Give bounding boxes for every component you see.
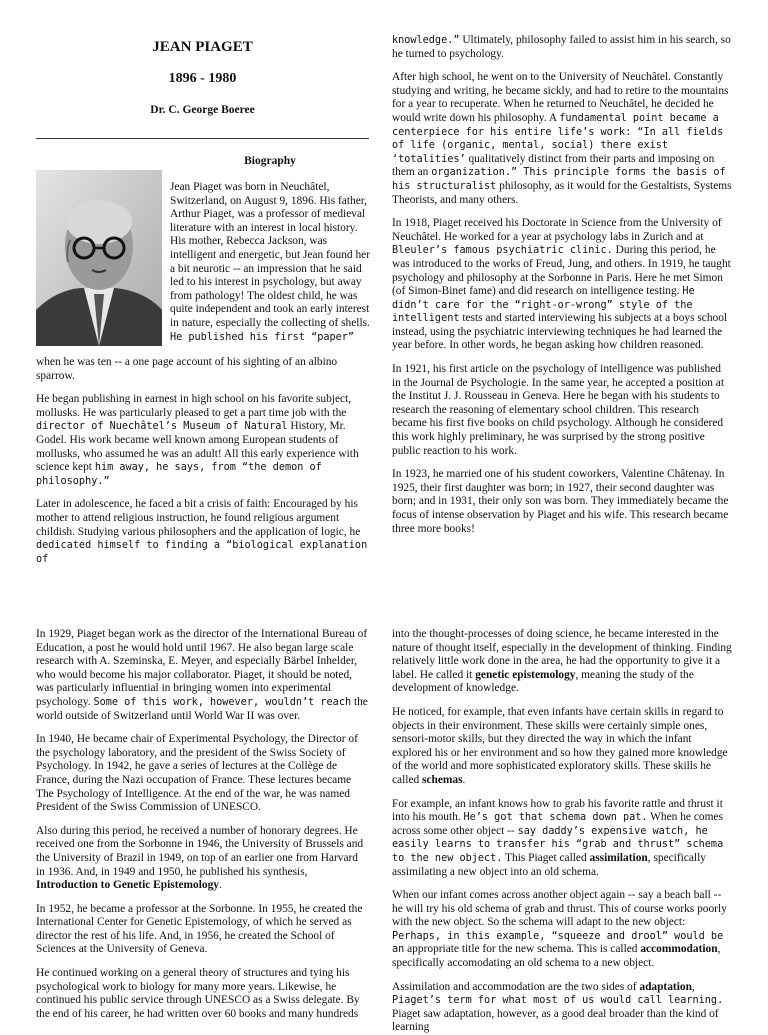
paragraph [392, 34, 732, 61]
column-right-top [392, 34, 732, 546]
paragraph-mono: He’s got that schema down pat. [463, 812, 648, 824]
paragraph-mono: Piaget’s term for what most of us would call learning. [392, 995, 724, 1007]
paragraph-text: , meaning the study of the development of knowledge. [392, 668, 694, 695]
paragraph-text: tests and started interviewing his subjects at a boys school instead, using the psychiatric interviewing techniques he had learned the year before. In other words, he began asking how children reasoned. [392, 312, 728, 352]
paragraph-text: , [691, 980, 695, 993]
paragraph: In 1923, he married one of his student coworkers, Valentine Châtenay. In 1925, their first daughter was born; in 1927, their second daughter was born; and in 1931, their only son was born. They immediately became the focus of intense observation by Piaget and his wife. This research became three more books! [392, 468, 729, 535]
paragraph-text: qualitatively distinct from their parts and imposing on them an [392, 152, 715, 179]
column-left-top [36, 356, 369, 576]
paragraph [392, 71, 732, 207]
paragraph-mono: Perhaps, in this example, “squeeze and drool” would be an [392, 930, 724, 956]
paragraph-bold: assimilation [589, 851, 648, 864]
paragraph-mono: organization.” This principle forms the basis of his structuralist [392, 167, 726, 192]
paragraph-mono: knowledge.” [392, 35, 460, 46]
paragraph-text: Ultimately, philosophy failed to assist him in his search, so he turned to psychology. [392, 34, 731, 60]
paragraph [392, 889, 732, 971]
paragraph-mono: say daddy’s expensive watch, he easily learns to transfer his “grab and thrust” schema to the new object. [392, 825, 724, 864]
paragraph-text: Later in adolescence, he faced a bit a crisis of faith: Encouraged by his mother to attend religious instruction, he found religious argument childish. Studying various philosophers and the application of logic, he [36, 498, 361, 538]
author-name: Dr. C. George Boeree [150, 103, 255, 116]
paragraph [36, 825, 369, 893]
paragraph [392, 628, 732, 696]
paragraph [36, 393, 369, 488]
paragraph [392, 217, 732, 353]
column-left-bottom [36, 628, 369, 1024]
paragraph-text: This Piaget called [502, 851, 590, 864]
paragraph-text: into the thought-processes of doing science, he became interested in the nature of thought itself, especially in the development of thinking. Finding relatively little work done in the area, he had the opportunity to give it a label. He called it [392, 628, 732, 681]
bio-intro [170, 181, 370, 344]
paragraph-bold: adaptation [639, 980, 692, 993]
paragraph-text: In 1929, Piaget began work as the director of the International Bureau of Education, a post he would hold until 1967. He also began large scale research with A. Szeminska, E. Meyer, and especially Bärbel Inhelder, who would become his major collaborator. Piaget, it should be noted, was particularly influential in bringing women into experimental psychology. [36, 628, 368, 708]
paragraph-text: In 1918, Piaget received his Doctorate in Science from the University of Neuchâtel. He worked for a year at psychology labs in Zurich and at [392, 217, 722, 243]
header-divider [36, 138, 369, 139]
paragraph-bold: genetic epistemology [475, 668, 576, 681]
bio-intro-text: Jean Piaget was born in Neuchâtel, Switzerland, on August 9, 1896. His father, Arthur Piaget, was a professor of medieval literature with an interest in local history. His mother, Rebecca Jackson, was intelligent and energetic, but Jean found her a bit neurotic -- an impression that he said led to his interest in psychology, but away from pathology! The oldest child, he was quite independent and took an early interest in nature, especially the collecting of shells. [170, 181, 371, 329]
paragraph-text: Assimilation and accommodation are the two sides of [392, 980, 640, 993]
paragraph-text: appropriate title for the new schema. This is called [404, 943, 641, 956]
paragraph-text: For example, an infant knows how to grab his favorite rattle and thrust it into his mouth. [392, 797, 723, 824]
document-title: JEAN PIAGET [152, 39, 253, 55]
paragraph-text: He began publishing in earnest in high school on his favorite subject, mollusks. He was particularly pleased to get a part time job with the [36, 393, 352, 419]
paragraph [36, 498, 369, 566]
paragraph: He continued working on a general theory of structures and tying his psychological work to biology for many more years. Likewise, he continued his public service through UNESCO as a Swiss delegate. By the end of his career, he had written over 60 books and many hundreds [36, 967, 360, 1020]
bio-intro-mono: He published his first “paper” [170, 331, 355, 343]
life-years: 1896 - 1980 [168, 71, 237, 86]
paragraph-bold: Introduction to Genetic Epistemology [36, 879, 219, 892]
paragraph-text: . [462, 773, 466, 786]
paragraph-mono: him away, he says, from “the demon of philosophy.” [36, 462, 322, 487]
paragraph-text: when he was ten -- a one page account of his sighting of an albino sparrow. [36, 356, 338, 382]
paragraph-text: , specifically assimilating a new object into an old schema. [392, 851, 706, 878]
paragraph-text: He noticed, for example, that even infants have certain skills in regard to objects in their environment. These skills were certainly simple ones, sensori-motor skills, but they directed the way in which the infant explored his or her environment and so how they gained more knowledge of the world and more sophisticated exploratory skills. These skills he called [392, 705, 728, 786]
paragraph-text: History, Mr. Godel. His work became well known among European students of mollusks, who assumed he was an adult! All this early experience with science kept [36, 420, 359, 474]
paragraph-bold: accommodation [640, 943, 718, 956]
paragraph: In 1952, he became a professor at the Sorbonne. In 1955, he created the International Center for Genetic Epistemology, of which he served as director the rest of his life. And, in 1956, he created the School of Sciences at the University of Geneva. [36, 902, 363, 956]
portrait-photo [36, 170, 162, 346]
paragraph [36, 628, 369, 723]
document-header [36, 38, 369, 117]
paragraph-mono: director of Nuechâtel’s Museum of Natural [36, 421, 288, 433]
paragraph-text: the world outside of Switzerland until World War II was over. [36, 695, 368, 722]
paragraph-bold: schemas [422, 773, 463, 786]
paragraph-mono: Some of this work, however, wouldn’t reach [93, 696, 352, 708]
paragraph-text: During this period, he was introduced to the works of Freud, Jung, and others. In 1919, he taught psychology and philosophy at the Sorbonne in Paris. Here he met Simon (of Simon-Binet fame) and did research on intelligence testing. [392, 244, 731, 298]
paragraph [392, 798, 732, 880]
paragraph-text: When our infant comes across another object again -- say a beach ball -- he will try his old schema of grab and thrust. This of course works poorly with the new object. So the schema will adapt to the new object: [392, 889, 727, 929]
paragraph-text: After high school, he went on to the University of Neuchâtel. Constantly studying and writing, he became sickly, and had to retire to the mountains for a year to recuperate. When he returned to Neuchâtel, he decided he would write down his philosophy. A [392, 71, 729, 124]
paragraph-mono: Bleuler’s famous psychiatric clinic. [392, 245, 613, 257]
paragraph-mono: dedicated himself to finding a “biological explanation of [36, 540, 368, 565]
paragraph: In 1921, his first article on the psychology of intelligence was published in the Journal de Psychologie. In the same year, he accepted a position at the Institut J. J. Rousseau in Geneva. Here he began with his students to research the reasoning of elementary school children. This research became his first five books on child psychology. Although he considered this work highly preliminary, he was surprised by the strong positive public reaction to his work. [392, 363, 724, 457]
paragraph-text: philosophy, as it would for the Gestaltists, Systems Theorists, and many others. [392, 179, 732, 206]
paragraph-text: When he comes across some other object -- [392, 811, 723, 837]
paragraph: In 1940, He became chair of Experimental Psychology, the Director of the psychology laboratory, and the president of the Swiss Society of Psychology. In 1942, he gave a series of lectures at the Collège de France, during the Nazi occupation of France. These lectures became The Psychology of Intelligence. At the end of the war, he was named President of the Swiss Commission of UNESCO. [36, 733, 358, 814]
paragraph [36, 356, 369, 383]
paragraph-text: , specifically accomodating an old schema to a new object. [392, 943, 721, 970]
section-heading: Biography [244, 155, 296, 167]
paragraph [392, 981, 732, 1035]
paragraph-text: Piaget saw adaptation, however, as a good deal broader than the kind of learning [392, 1007, 719, 1034]
paragraph-text: . [218, 879, 222, 892]
paragraph-mono: fundamental point became a centerpiece for his entire life’s work: “In all fields of life (organic, mental, social) there exist ‘totalities’ [392, 112, 724, 165]
paragraph-text: Also during this period, he received a number of honorary degrees. He received one from the Sorbonne in 1946, the University of Brussels and the University of Brazil in 1949, on top of an earlier one from Harvard in 1936. And, in 1949 and 1950, he published his synthesis, [36, 824, 364, 878]
paragraph [392, 706, 732, 788]
column-right-bottom [392, 628, 732, 1034]
paragraph-mono: He didn’t care for the “right-or-wrong” style of the intelligent [392, 286, 695, 325]
